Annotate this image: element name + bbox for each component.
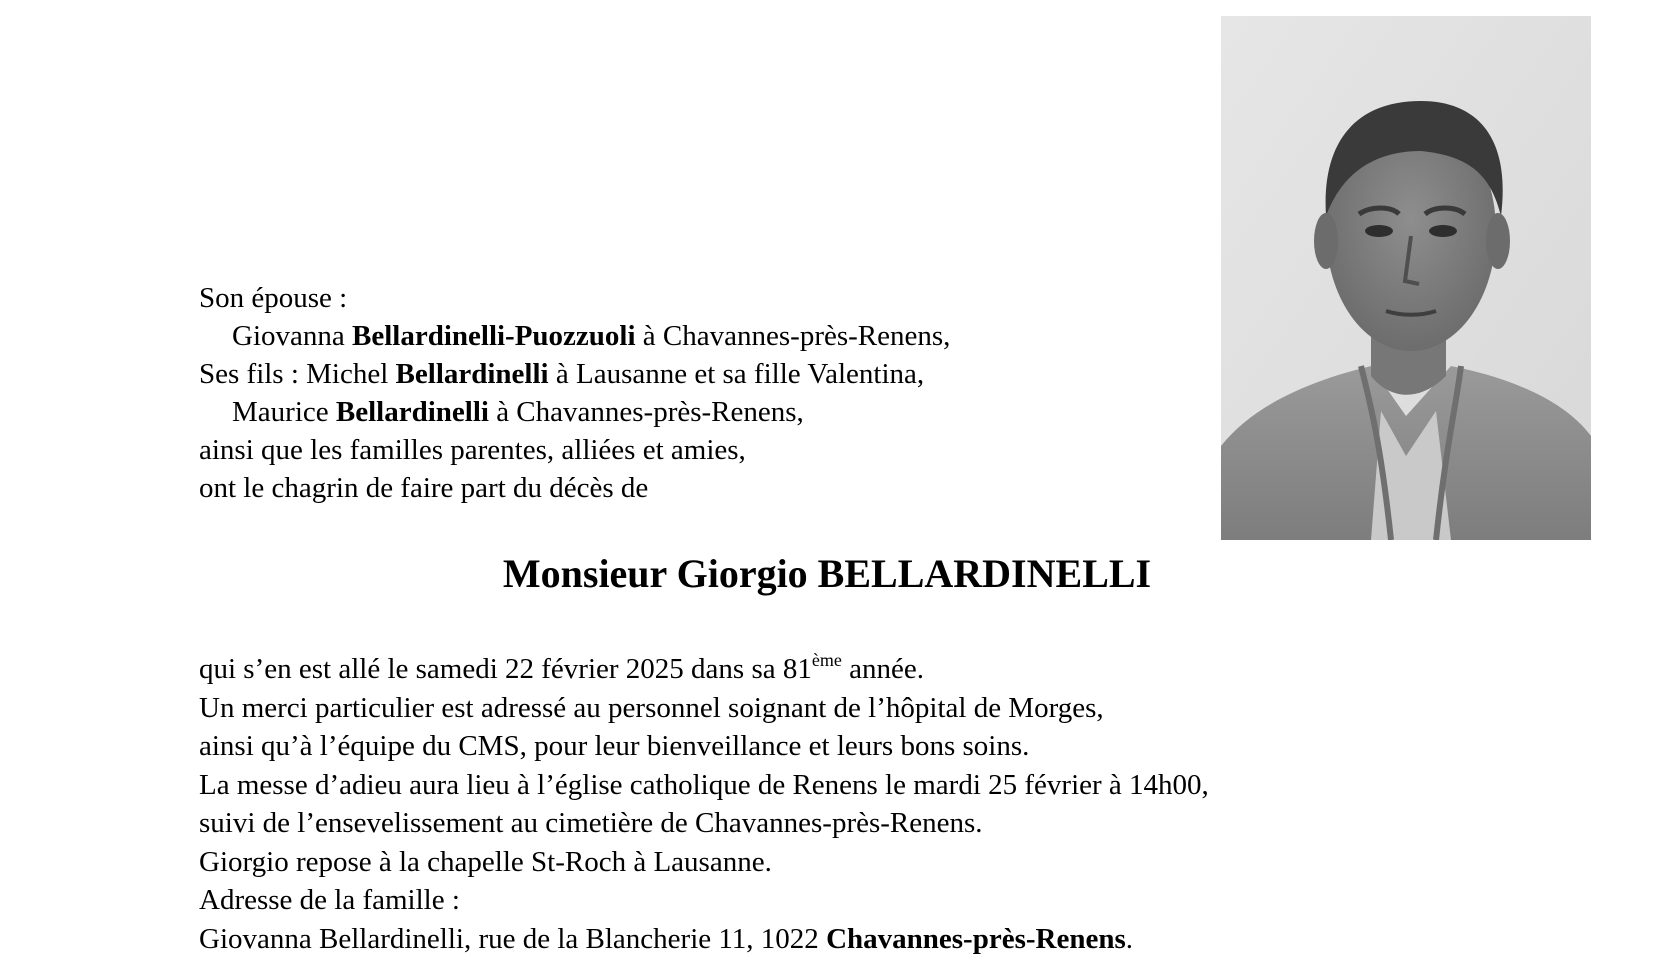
ordinal-suffix: ème	[811, 650, 842, 670]
thanks-line-1: Un merci particulier est adressé au personnel soignant de l’hôpital de Morges,	[199, 692, 1104, 724]
thanks-line-2: ainsi qu’à l’équipe du CMS, pour leur bienveillance et leurs bons soins.	[199, 730, 1030, 762]
son2-rest: à Chavannes-près-Renens,	[496, 396, 804, 428]
address-heading: Adresse de la famille :	[199, 884, 460, 916]
son2-line	[232, 395, 804, 429]
address-line: Giovanna Bellardinelli, rue de la Blancherie 11, 1022 Chavannes-près-Renens.	[199, 923, 1133, 955]
spouse-line	[232, 319, 950, 353]
spouse-heading: Son épouse :	[199, 282, 348, 314]
son1-line	[199, 357, 924, 391]
portrait-photo	[1221, 16, 1591, 540]
address-city: Chavannes-près-Renens	[826, 923, 1126, 955]
spouse-first-name: Giovanna	[232, 320, 345, 352]
son1-surname: Bellardinelli	[395, 358, 549, 390]
burial-line: suivi de l’ensevelissement au cimetière de Chavannes-près-Renens.	[199, 807, 983, 839]
son2-surname: Bellardinelli	[335, 396, 489, 428]
announce-line: ont le chagrin de faire part du décès de	[199, 472, 649, 504]
sons-intro: Ses fils : Michel	[199, 358, 389, 390]
address-street: Giovanna Bellardinelli, rue de la Blancherie 11, 1022	[199, 923, 827, 955]
relatives-line: ainsi que les familles parentes, alliées et amies,	[199, 434, 746, 466]
son1-rest: à Lausanne et sa fille Valentina,	[555, 358, 925, 390]
spouse-place: à Chavannes-près-Renens,	[642, 320, 951, 352]
passed-line: qui s’en est allé le samedi 22 février 2025 dans sa 81ème année.	[199, 650, 924, 685]
deceased-name: Monsieur Giorgio BELLARDINELLI	[502, 551, 1152, 596]
rest-line: Giorgio repose à la chapelle St-Roch à Lausanne.	[199, 846, 772, 878]
spouse-surname: Bellardinelli-Puozzuoli	[352, 320, 636, 352]
son2-first-name: Maurice	[232, 396, 329, 428]
mass-line: La messe d’adieu aura lieu à l’église catholique de Renens le mardi 25 février à 14h00,	[199, 769, 1209, 801]
